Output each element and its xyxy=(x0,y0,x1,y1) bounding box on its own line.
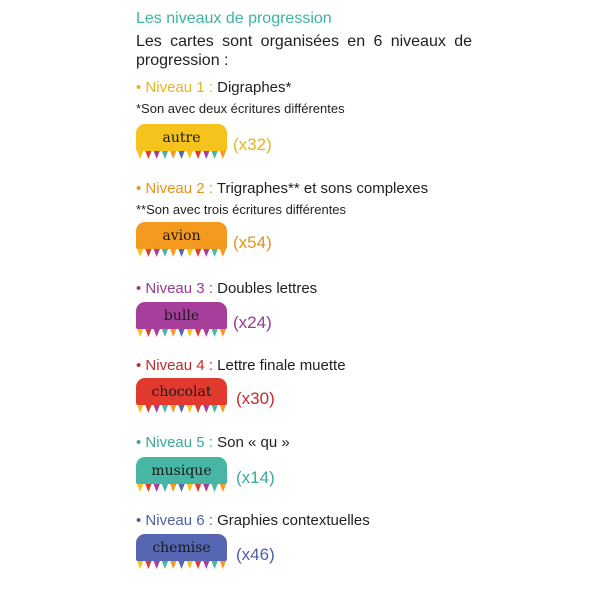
bunting-flag xyxy=(162,151,168,159)
level-3-prefix: • Niveau 3 : xyxy=(136,280,213,297)
level-3-count: (x24) xyxy=(233,313,272,332)
level-3-title: Doubles lettres xyxy=(212,280,318,297)
bunting-flag xyxy=(220,151,226,159)
bunting-flag xyxy=(162,484,168,492)
bunting-flag xyxy=(154,484,160,492)
level-1-title: Digraphes* xyxy=(212,79,292,96)
level-5-title: Son « qu » xyxy=(212,434,290,451)
bunting-decoration xyxy=(136,484,227,495)
level-1-prefix: • Niveau 1 : xyxy=(136,79,213,96)
bunting-flag xyxy=(178,405,184,413)
bunting-decoration xyxy=(136,151,227,162)
bunting-flag xyxy=(220,329,226,337)
bunting-flag xyxy=(203,329,209,337)
bunting-flag xyxy=(162,561,168,569)
intro-text: Les cartes sont organisées en 6 niveaux de progression : xyxy=(136,33,472,69)
bunting-flag xyxy=(137,329,143,337)
bunting-flag xyxy=(195,329,201,337)
bunting-flag xyxy=(145,405,151,413)
level-5-count: (x14) xyxy=(236,468,275,487)
level-4-prefix: • Niveau 4 : xyxy=(136,357,213,374)
bunting-flag xyxy=(154,329,160,337)
bunting-flag xyxy=(203,151,209,159)
bunting-flag xyxy=(154,561,160,569)
level-4-card-word: chocolat xyxy=(136,378,227,405)
level-2-card xyxy=(136,222,227,260)
bunting-flag xyxy=(170,561,176,569)
level-5-card xyxy=(136,457,227,495)
level-6-count: (x46) xyxy=(236,545,275,564)
level-5-line xyxy=(136,434,290,451)
bunting-flag xyxy=(220,405,226,413)
bunting-decoration xyxy=(136,561,227,572)
bunting-flag xyxy=(145,249,151,257)
level-1-card xyxy=(136,124,227,162)
level-6-line xyxy=(136,512,370,529)
bunting-flag xyxy=(178,484,184,492)
bunting-flag xyxy=(137,561,143,569)
bunting-flag xyxy=(178,329,184,337)
bunting-flag xyxy=(137,484,143,492)
level-2-title: Trigraphes** et sons complexes xyxy=(212,180,429,197)
bunting-flag xyxy=(137,249,143,257)
bunting-flag xyxy=(187,329,193,337)
bunting-flag xyxy=(187,484,193,492)
bunting-flag xyxy=(203,249,209,257)
bunting-flag xyxy=(145,561,151,569)
level-4-count: (x30) xyxy=(236,389,275,408)
section-heading: Les niveaux de progression xyxy=(136,10,332,27)
level-1-line xyxy=(136,79,291,96)
level-1-count: (x32) xyxy=(233,135,272,154)
level-6-card-word: chemise xyxy=(136,534,227,561)
bunting-flag xyxy=(145,151,151,159)
bunting-flag xyxy=(195,151,201,159)
bunting-flag xyxy=(195,405,201,413)
bunting-flag xyxy=(195,484,201,492)
bunting-flag xyxy=(211,561,217,569)
level-3-line xyxy=(136,280,317,297)
bunting-flag xyxy=(162,249,168,257)
level-2-count: (x54) xyxy=(233,233,272,252)
bunting-flag xyxy=(170,249,176,257)
bunting-flag xyxy=(203,484,209,492)
bunting-decoration xyxy=(136,249,227,260)
bunting-flag xyxy=(154,151,160,159)
bunting-flag xyxy=(220,249,226,257)
bunting-flag xyxy=(162,405,168,413)
level-1-note: *Son avec deux écritures différentes xyxy=(136,101,345,116)
bunting-flag xyxy=(211,249,217,257)
bunting-flag xyxy=(220,561,226,569)
bunting-flag xyxy=(220,484,226,492)
bunting-flag xyxy=(170,329,176,337)
bunting-decoration xyxy=(136,329,227,340)
bunting-flag xyxy=(178,249,184,257)
level-2-card-word: avion xyxy=(136,222,227,249)
level-4-card xyxy=(136,378,227,416)
level-6-card xyxy=(136,534,227,572)
bunting-flag xyxy=(211,484,217,492)
bunting-flag xyxy=(145,484,151,492)
level-2-line xyxy=(136,180,428,197)
bunting-flag xyxy=(203,561,209,569)
bunting-flag xyxy=(154,405,160,413)
bunting-flag xyxy=(178,151,184,159)
bunting-flag xyxy=(195,249,201,257)
level-6-title: Graphies contextuelles xyxy=(212,512,370,529)
level-5-card-word: musique xyxy=(136,457,227,484)
bunting-flag xyxy=(187,151,193,159)
level-3-card-word: bulle xyxy=(136,302,227,329)
bunting-flag xyxy=(170,405,176,413)
bunting-flag xyxy=(211,405,217,413)
level-6-prefix: • Niveau 6 : xyxy=(136,512,213,529)
level-5-prefix: • Niveau 5 : xyxy=(136,434,213,451)
bunting-flag xyxy=(178,561,184,569)
bunting-flag xyxy=(170,151,176,159)
bunting-flag xyxy=(170,484,176,492)
bunting-flag xyxy=(154,249,160,257)
level-4-line xyxy=(136,357,346,374)
bunting-flag xyxy=(137,405,143,413)
bunting-flag xyxy=(187,405,193,413)
bunting-flag xyxy=(195,561,201,569)
level-2-note: **Son avec trois écritures différentes xyxy=(136,202,347,217)
bunting-decoration xyxy=(136,405,227,416)
level-3-card xyxy=(136,302,227,340)
bunting-flag xyxy=(203,405,209,413)
bunting-flag xyxy=(162,329,168,337)
bunting-flag xyxy=(187,561,193,569)
bunting-flag xyxy=(211,151,217,159)
bunting-flag xyxy=(137,151,143,159)
level-2-prefix: • Niveau 2 : xyxy=(136,180,213,197)
level-1-card-word: autre xyxy=(136,124,227,151)
bunting-flag xyxy=(211,329,217,337)
bunting-flag xyxy=(187,249,193,257)
level-4-title: Lettre finale muette xyxy=(212,357,346,374)
bunting-flag xyxy=(145,329,151,337)
